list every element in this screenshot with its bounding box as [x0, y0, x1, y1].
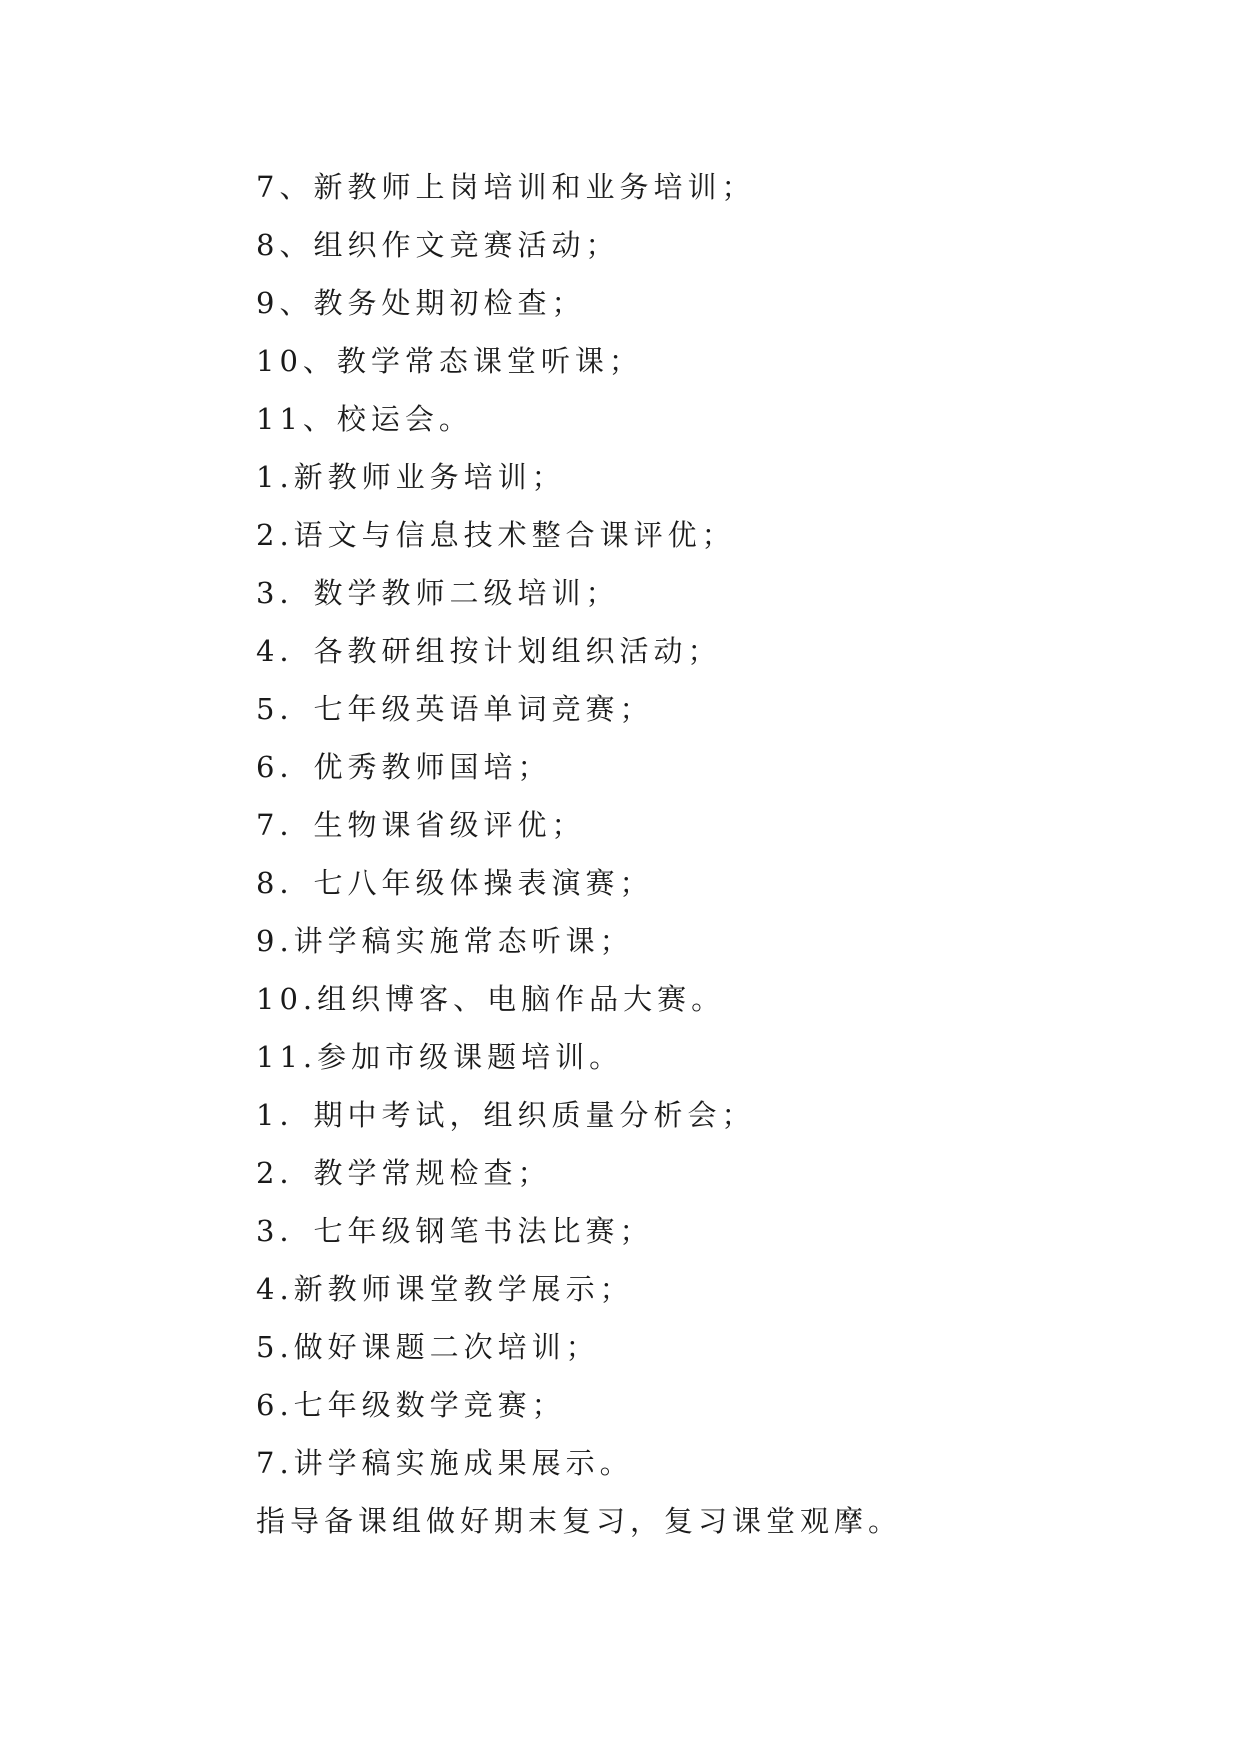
text-line: 5.做好课题二次培训；	[256, 1330, 600, 1364]
text-line: 2．教学常规检查；	[256, 1156, 552, 1190]
text-line: 2.语文与信息技术整合课评优；	[256, 518, 736, 552]
text-line: 10、教学常态课堂听课；	[256, 344, 643, 378]
text-line: 5．七年级英语单词竞赛；	[256, 692, 654, 726]
text-line: 1.新教师业务培训；	[256, 460, 566, 494]
text-line: 6.七年级数学竞赛；	[256, 1388, 566, 1422]
text-line: 指导备课组做好期末复习，复习课堂观摩。	[256, 1504, 903, 1538]
text-line: 7.讲学稿实施成果展示。	[256, 1446, 634, 1480]
text-line: 4.新教师课堂教学展示；	[256, 1272, 634, 1306]
text-line: 9、教务处期初检查；	[256, 286, 586, 320]
text-line: 3．七年级钢笔书法比赛；	[256, 1214, 654, 1248]
text-line: 4．各教研组按计划组织活动；	[256, 634, 722, 668]
text-line: 7、新教师上岗培训和业务培训；	[256, 170, 756, 204]
text-line: 8、组织作文竞赛活动；	[256, 228, 620, 262]
text-line: 8．七八年级体操表演赛；	[256, 866, 654, 900]
document-body	[256, 158, 1156, 1550]
text-line: 11.参加市级课题培训。	[256, 1040, 624, 1074]
text-line: 10.组织博客、电脑作品大赛。	[256, 982, 726, 1016]
text-line: 11、校运会。	[256, 402, 473, 436]
text-line: 6．优秀教师国培；	[256, 750, 552, 784]
text-line: 7．生物课省级评优；	[256, 808, 586, 842]
text-line: 1．期中考试，组织质量分析会；	[256, 1098, 756, 1132]
text-line: 9.讲学稿实施常态听课；	[256, 924, 634, 958]
text-line: 3．数学教师二级培训；	[256, 576, 620, 610]
